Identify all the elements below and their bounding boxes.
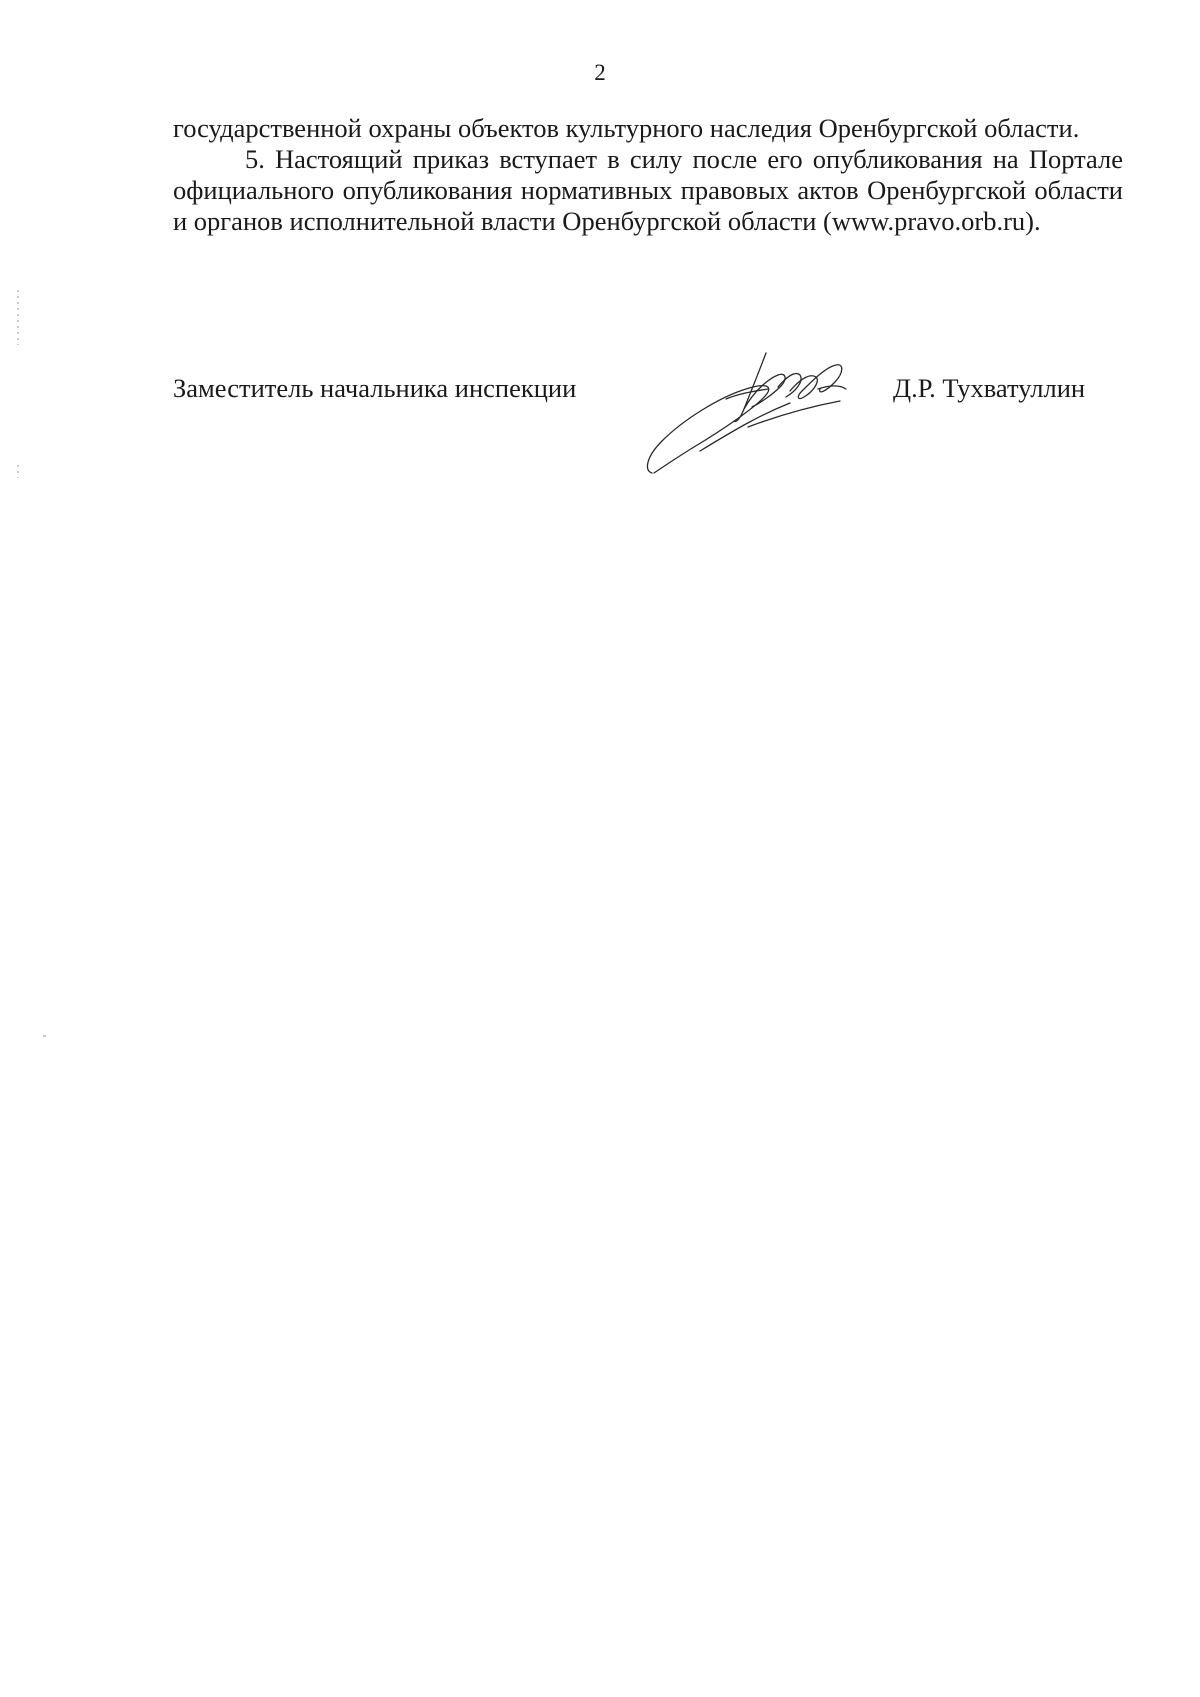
signatory-position: Заместитель начальника инспекции bbox=[173, 373, 577, 403]
paragraph-continuation: государственной охраны объектов культурного наследия Оренбургской области. bbox=[173, 113, 1080, 143]
paragraph-item-5: 5. Настоящий приказ вступает в силу после его опубликования на Портале официального опубликования нормативных правовых актов Оренбургской области и органов исполнительной власти Оренбургской области (www.pravo.orb.ru). bbox=[173, 144, 1123, 236]
page-number: 2 bbox=[594, 60, 606, 85]
handwritten-signature bbox=[640, 345, 880, 480]
signatory-name: Д.Р. Тухватуллин bbox=[893, 373, 1086, 403]
document-body bbox=[173, 113, 1123, 237]
